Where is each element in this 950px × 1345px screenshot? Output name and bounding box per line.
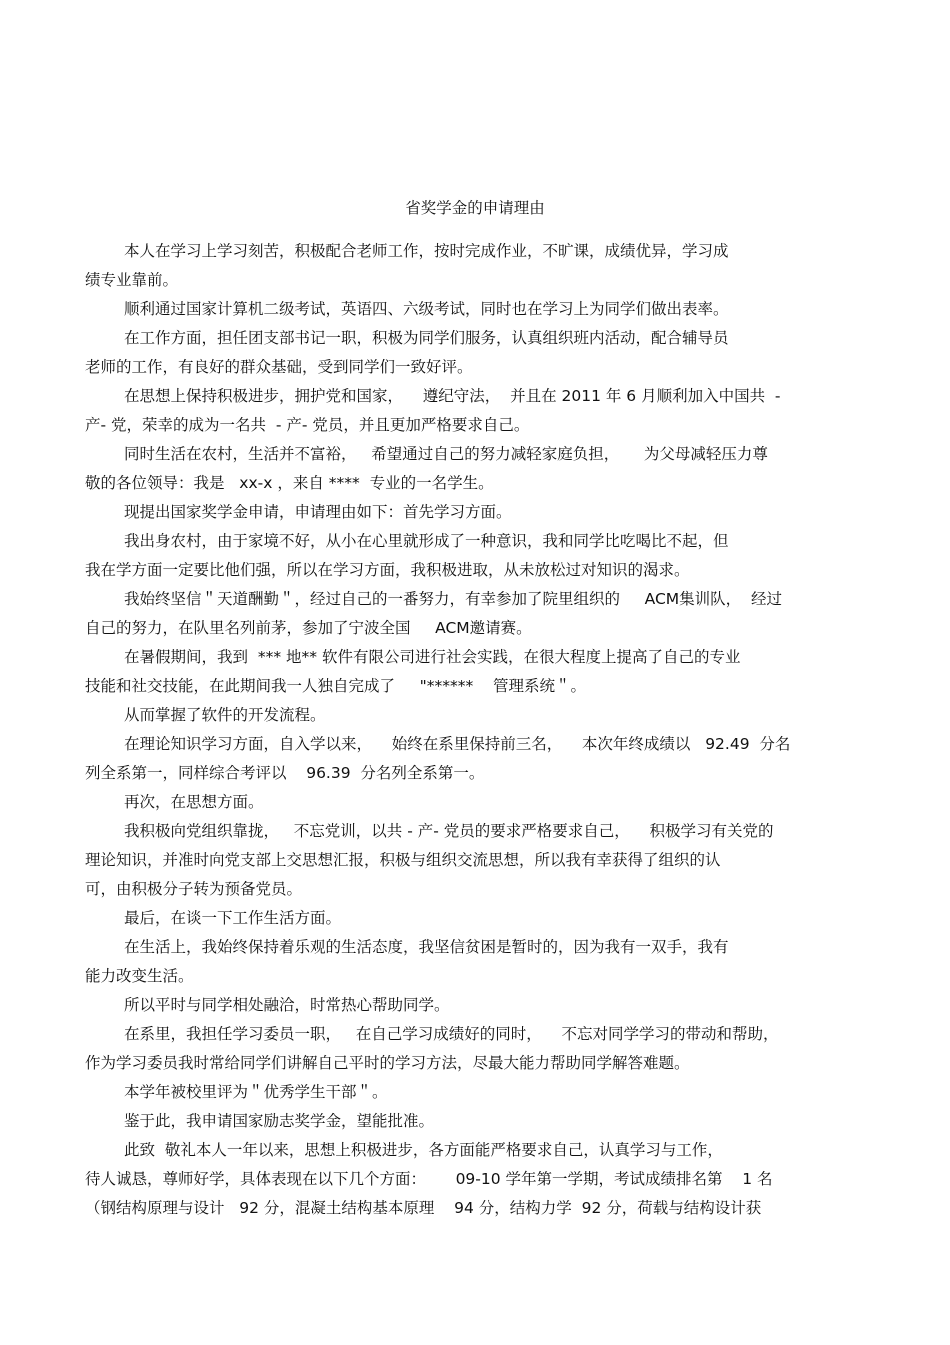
body-line: 现提出国家奖学金申请，申请理由如下：首先学习方面。 xyxy=(124,503,512,521)
body-line: 在生活上，我始终保持着乐观的生活态度，我坚信贫困是暂时的，因为我有一双手，我有 xyxy=(124,938,729,956)
body-line: 从而掌握了软件的开发流程。 xyxy=(124,706,326,724)
body-line: 我始终坚信＂天道酬勤＂，经过自己的一番努力，有幸参加了院里组织的 ACM集训队， 经过 xyxy=(124,590,783,608)
body-line: 鉴于此，我申请国家励志奖学金，望能批准。 xyxy=(124,1112,435,1130)
body-line: 列全系第一，同样综合考评以 96.39 分名列全系第一。 xyxy=(85,764,485,782)
body-line: 理论知识，并准时向党支部上交思想汇报，积极与组织交流思想，所以我有幸获得了组织的认 xyxy=(85,851,721,869)
body-line: 本学年被校里评为＂优秀学生干部＂。 xyxy=(124,1083,388,1101)
body-line: 此致 敬礼本人一年以来，思想上积极进步，各方面能严格要求自己，认真学习与工作， xyxy=(124,1141,723,1159)
body-line: 能力改变生活。 xyxy=(85,967,194,985)
body-line: 在理论知识学习方面，自入学以来， 始终在系里保持前三名， 本次年终成绩以 92.49 分名 xyxy=(124,735,791,753)
body-line: 可，由积极分子转为预备党员。 xyxy=(85,880,303,898)
document-title: 省奖学金的申请理由 xyxy=(405,199,545,217)
body-line: 产- 党，荣幸的成为一名共 - 产- 党员，并且更加严格要求自己。 xyxy=(85,416,530,434)
body-line: 所以平时与同学相处融洽，时常热心帮助同学。 xyxy=(124,996,450,1014)
body-line: 在思想上保持积极进步，拥护党和国家， 遵纪守法， 并且在 2011 年 6 月顺利加入中国共 - xyxy=(124,387,781,405)
body-line: 绩专业靠前。 xyxy=(85,271,179,289)
body-line: 待人诚恳，尊师好学，具体表现在以下几个方面： 09-10 学年第一学期，考试成绩排名第 1 名 xyxy=(85,1170,773,1188)
body-line: 自己的努力，在队里名列前茅，参加了宁波全国 ACM邀请赛。 xyxy=(85,619,532,637)
body-line: 我出身农村，由于家境不好，从小在心里就形成了一种意识，我和同学比吃喝比不起，但 xyxy=(124,532,729,550)
body-line: 在系里，我担任学习委员一职， 在自己学习成绩好的同时， 不忘对同学学习的带动和帮助， xyxy=(124,1025,779,1043)
body-line: 老师的工作，有良好的群众基础，受到同学们一致好评。 xyxy=(85,358,473,376)
body-line: 作为学习委员我时常给同学们讲解自己平时的学习方法，尽最大能力帮助同学解答难题。 xyxy=(85,1054,690,1072)
body-line: （钢结构原理与设计 92 分，混凝土结构基本原理 94 分，结构力学 92 分，荷载与结构设计获 xyxy=(85,1199,762,1217)
body-line: 在工作方面，担任团支部书记一职，积极为同学们服务，认真组织班内活动，配合辅导员 xyxy=(124,329,729,347)
body-line: 敬的各位领导：我是 xx-x ，来自 **** 专业的一名学生。 xyxy=(85,474,494,492)
body-line: 我在学方面一定要比他们强，所以在学习方面，我积极进取，从未放松过对知识的渴求。 xyxy=(85,561,690,579)
body-line: 再次，在思想方面。 xyxy=(124,793,264,811)
body-line: 最后，在谈一下工作生活方面。 xyxy=(124,909,342,927)
body-line: 技能和社交技能，在此期间我一人独自完成了 "****** 管理系统＂。 xyxy=(85,677,586,695)
body-line: 顺利通过国家计算机二级考试，英语四、六级考试，同时也在学习上为同学们做出表率。 xyxy=(124,300,729,318)
body-line: 本人在学习上学习刻苦，积极配合老师工作，按时完成作业，不旷课，成绩优异，学习成 xyxy=(124,242,729,260)
body-line: 我积极向党组织靠拢， 不忘党训，以共 - 产- 党员的要求严格要求自己， 积极学习有关党的 xyxy=(124,822,774,840)
body-line: 同时生活在农村，生活并不富裕， 希望通过自己的努力减轻家庭负担， 为父母减轻压力尊 xyxy=(124,445,768,463)
body-line: 在暑假期间，我到 *** 地** 软件有限公司进行社会实践，在很大程度上提高了自己的专业 xyxy=(124,648,741,666)
